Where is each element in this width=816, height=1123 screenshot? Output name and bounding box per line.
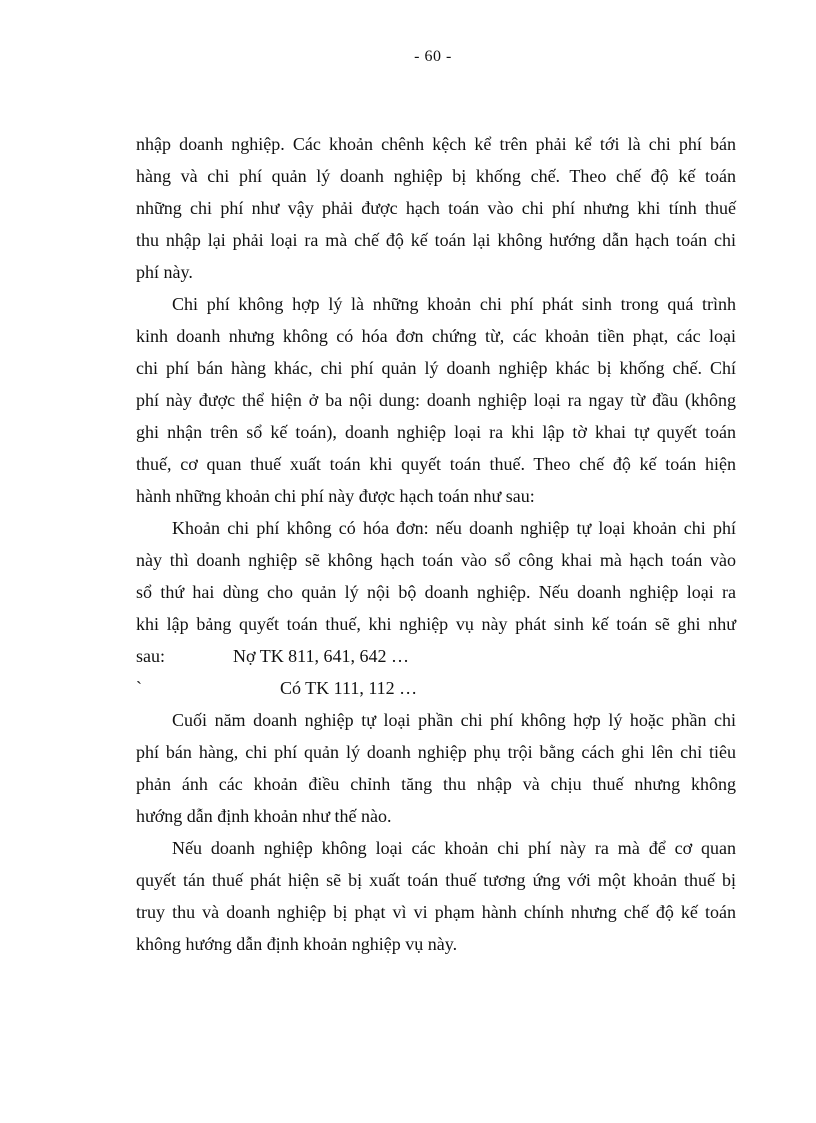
debit-accounts: Nợ TK 811, 641, 642 …	[233, 646, 410, 666]
credit-accounts: Có TK 111, 112 …	[280, 678, 418, 698]
entry-lead: sau:	[136, 646, 165, 666]
paragraph-first-line: Nếu doanh nghiệp không loại các khoản chi phí này ra mà để cơ quan	[172, 838, 736, 858]
text-line: không hướng dẫn định khoản nghiệp vụ này.	[136, 934, 458, 954]
text-line: chi phí bán hàng khác, chi phí quản lý doanh nghiệp khác bị khống chế. Chí	[136, 358, 736, 378]
text-line: ghi nhận trên sổ kế toán), doanh nghiệp loại ra khi lập tờ khai tự quyết toán	[136, 422, 736, 442]
text-line: truy thu và doanh nghiệp bị phạt vì vi phạm hành chính nhưng chế độ kế toán	[136, 902, 736, 922]
text-line: phí bán hàng, chi phí quản lý doanh nghiệp phụ trội bằng cách ghi lên chỉ tiêu	[136, 742, 736, 762]
journal-entry-credit	[136, 672, 736, 704]
text-line: khi lập bảng quyết toán thuế, khi nghiệp vụ này phát sinh kế toán sẽ ghi như	[136, 614, 736, 634]
stray-mark: `	[136, 678, 142, 698]
text-line: kinh doanh nhưng không có hóa đơn chứng từ, các khoản tiền phạt, các loại	[136, 326, 736, 346]
text-line: hành những khoản chi phí này được hạch toán như sau:	[136, 486, 535, 506]
text-line: phí này.	[136, 262, 193, 282]
text-line: những chi phí như vậy phải được hạch toán vào chi phí nhưng khi tính thuế	[136, 198, 736, 218]
text-line: phí này được thể hiện ở ba nội dung: doanh nghiệp loại ra ngay từ đầu (không	[136, 390, 736, 410]
text-line: thu nhập lại phải loại ra mà chế độ kế toán lại không hướng dẫn hạch toán chi	[136, 230, 736, 250]
paragraph-first-line: Khoản chi phí không có hóa đơn: nếu doanh nghiệp tự loại khoản chi phí	[172, 518, 736, 538]
text-line: sổ thứ hai dùng cho quản lý nội bộ doanh nghiệp. Nếu doanh nghiệp loại ra	[136, 582, 736, 602]
text-line: hàng và chi phí quản lý doanh nghiệp bị khống chế. Theo chế độ kế toán	[136, 166, 736, 186]
text-line: nhập doanh nghiệp. Các khoản chênh kệch kể trên phải kể tới là chi phí bán	[136, 134, 736, 154]
journal-entry-debit	[136, 640, 736, 672]
text-line: hướng dẫn định khoản như thế nào.	[136, 806, 392, 826]
text-line: thuế, cơ quan thuế xuất toán khi quyết toán thuế. Theo chế độ kế toán hiện	[136, 454, 736, 474]
text-line: này thì doanh nghiệp sẽ không hạch toán vào sổ công khai mà hạch toán vào	[136, 550, 736, 570]
paragraph-first-line: Cuối năm doanh nghiệp tự loại phần chi phí không hợp lý hoặc phần chi	[172, 710, 736, 730]
page-number: - 60 -	[414, 48, 452, 65]
text-line: phản ánh các khoản điều chỉnh tăng thu nhập và chịu thuế nhưng không	[136, 774, 736, 794]
document-body	[136, 128, 736, 960]
text-line: quyết tán thuế phát hiện sẽ bị xuất toán thuế tương ứng với một khoản thuế bị	[136, 870, 736, 890]
paragraph-first-line: Chi phí không hợp lý là những khoản chi phí phát sinh trong quá trình	[172, 294, 736, 314]
